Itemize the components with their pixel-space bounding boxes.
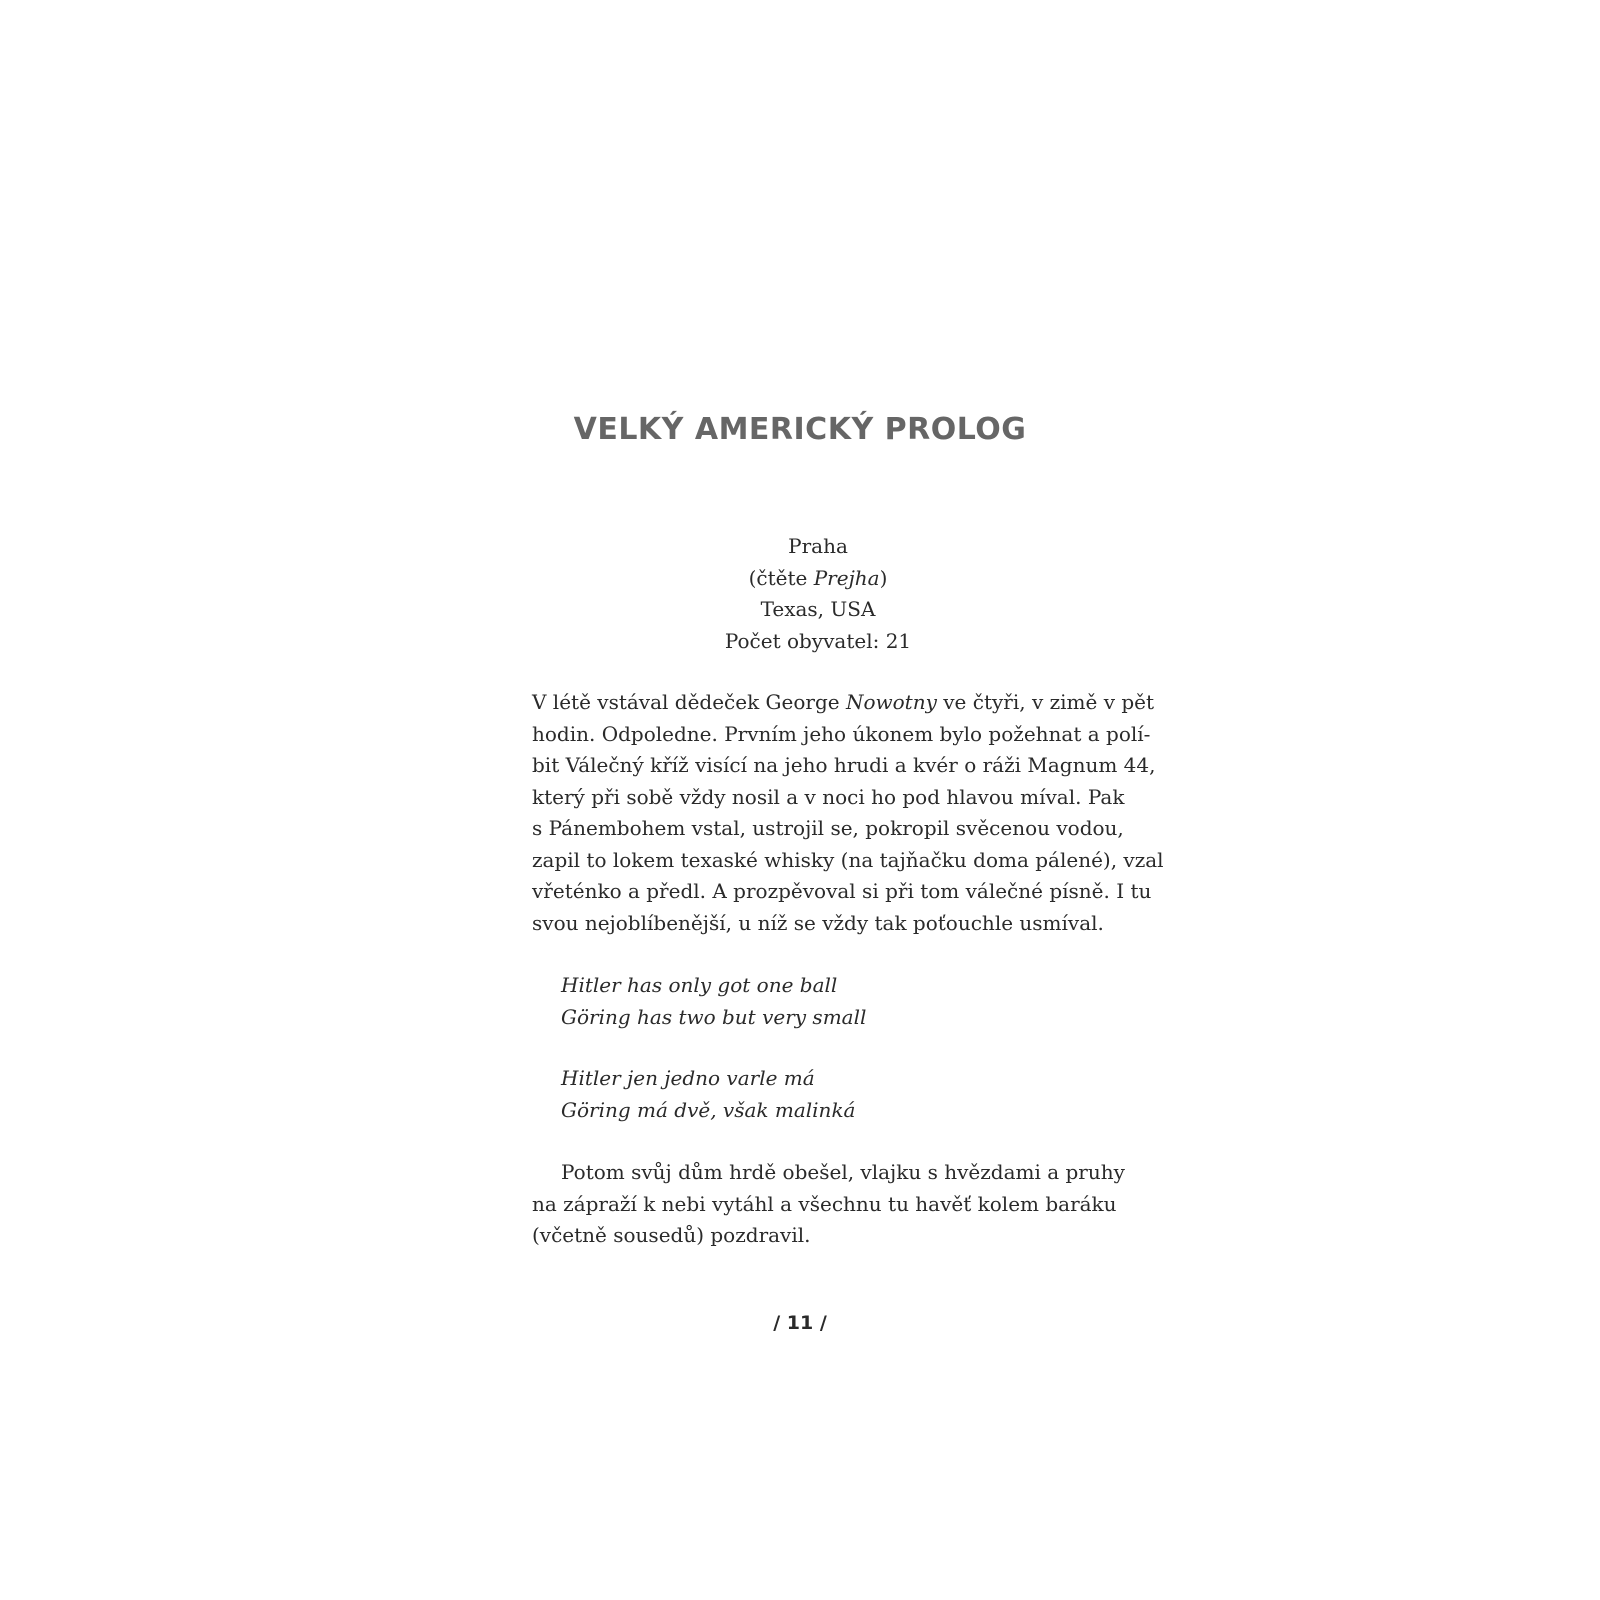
location-pronunciation [532, 563, 1104, 595]
verse-english [532, 970, 1133, 1033]
paragraph-1-line: svou nejoblíbenější, u níž se vždy tak poťouchle usmíval. [532, 910, 1104, 935]
paragraph-2-line: Potom svůj dům hrdě obešel, vlajku s hvězdami a pruhy [561, 1160, 1125, 1184]
verse-line: Hitler has only got one ball [561, 973, 838, 997]
verse-line: Hitler jen jedno varle má [561, 1066, 815, 1090]
paragraph-1-line [532, 687, 1155, 719]
location-city: Praha [788, 534, 848, 558]
chapter-title: VELKÝ AMERICKÝ PROLOG [573, 412, 1027, 447]
paragraph-1-line: zapil to lokem texaské whisky (na tajňačku doma pálené), vzal [532, 847, 1164, 872]
paragraph-2 [532, 1157, 1125, 1252]
verse-line: Göring má dvě, však malinká [561, 1097, 856, 1122]
pronunciation-suffix: ) [879, 565, 888, 590]
paragraph-1-line: bit Válečný kříž visící na jeho hrudi a kvér o ráži Magnum 44, [532, 753, 1156, 777]
paragraph-1-line: s Pánembohem vstal, ustrojil se, pokropil svěcenou vodou, [532, 816, 1124, 840]
paragraph-1-line: který při sobě vždy nosil a v noci ho pod hlavou míval. Pak [532, 784, 1125, 809]
paragraph-1-line: vřeténko a předl. A prozpěvoval si při tom válečné písně. I tu [532, 879, 1152, 903]
line-text: ve čtyři, v zimě v pět [936, 690, 1155, 714]
page-number: / 11 / [773, 1312, 827, 1334]
location-population: Počet obyvatel: 21 [724, 628, 912, 653]
paragraph-1 [532, 687, 1164, 939]
pronunciation-prefix: (čtěte [748, 565, 814, 590]
name-nowotny: Nowotny [845, 690, 937, 714]
paragraph-1-line: hodin. Odpoledne. Prvním jeho úkonem bylo požehnat a polí- [532, 721, 1151, 746]
pronunciation-word: Prejha [813, 565, 880, 590]
location-region: Texas, USA [760, 597, 876, 621]
paragraph-2-line: (včetně sousedů) pozdravil. [532, 1223, 811, 1247]
line-text: V létě vstával dědeček George [532, 690, 846, 714]
paragraph-2-line: na zápraží k nebi vytáhl a všechnu tu havěť kolem baráku [532, 1191, 1117, 1216]
verse-czech [532, 1063, 1133, 1126]
location-header [532, 531, 1104, 657]
verse-line: Göring has two but very small [561, 1004, 867, 1029]
